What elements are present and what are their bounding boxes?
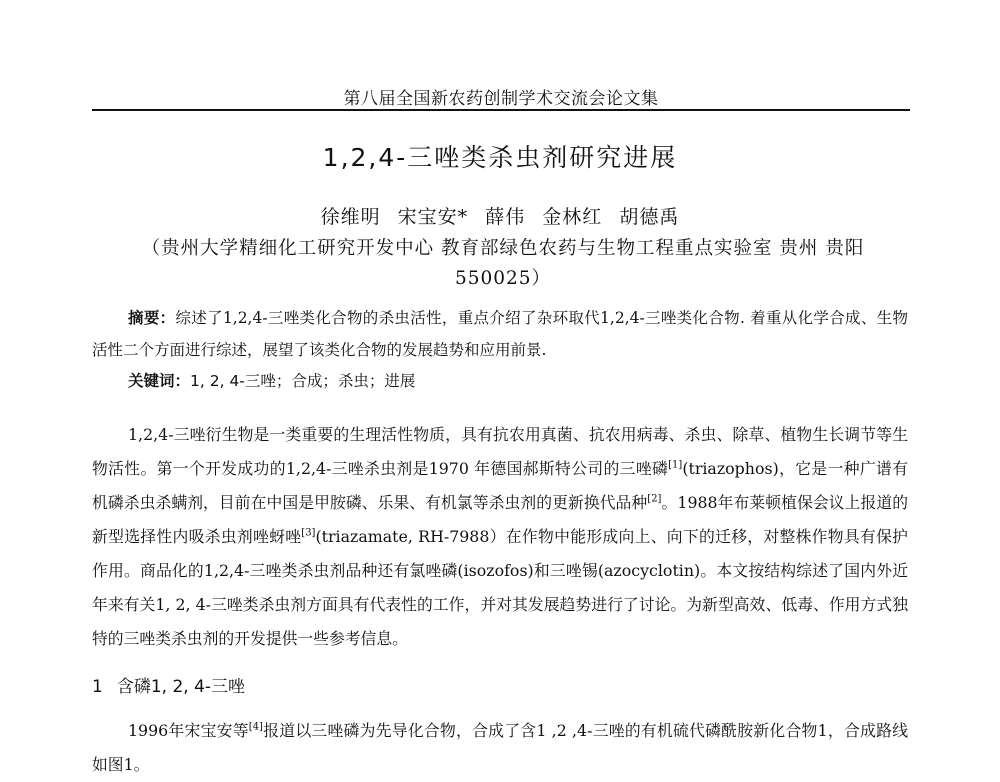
keywords xyxy=(128,369,415,391)
citation-ref: [4] xyxy=(248,721,263,733)
intro-text: 1,2,4-三唑衍生物是一类重要的生理活性物质，具有抗农用真菌、抗农用病毒、杀虫、除草、植物生长调节等生物活性。第一个开发成功的1,2,4-三唑杀虫剂是1970 年德国郝斯特公司的三唑磷 xyxy=(92,425,908,478)
author: 徐维明 xyxy=(320,206,381,228)
section-number: 1 xyxy=(92,677,103,697)
author-list xyxy=(0,202,1000,229)
header-rule xyxy=(92,109,910,111)
section1-text: 1996年宋宝安等 xyxy=(128,721,249,740)
citation-ref: [3] xyxy=(301,527,316,539)
intro-text: (triazamate, RH-7988）在作物中能形成向上、向下的迁移，对整株作物具有保护作用。商品化的1,2,4-三唑类杀虫剂品种还有氯唑磷(isozofos)和三唑锡(azocyclotin)。本文按结构综述了国内外近年来有关1, 2, 4-三唑类杀虫剂方面具有代表性的工作，并对其发展趋势进行了讨论。为新型高效、低毒、作用方式独特的三唑类杀虫剂的开发提供一些参考信息。 xyxy=(92,527,908,648)
author: 宋宝安* xyxy=(397,206,469,228)
affiliation: （贵州大学精细化工研究开发中心 教育部绿色农药与生物工程重点实验室 贵州 贵阳 550025） xyxy=(141,238,865,289)
abstract-label: 摘要： xyxy=(128,308,176,327)
section1-paragraph xyxy=(92,714,908,782)
intro-text: 。1988年布莱顿植保会议上报道的新型选择性内吸杀虫剂唑蚜唑 xyxy=(92,493,908,546)
keywords-label: 关键词： xyxy=(128,372,191,390)
running-head: 第八届全国新农药创制学术交流会论文集 xyxy=(343,89,659,109)
abstract-text: 综述了1,2,4-三唑类化合物的杀虫活性，重点介绍了杂环取代1,2,4-三唑类化合物. 着重从化学合成、生物活性二个方面进行综述，展望了该类化合物的发展趋势和应用前景. xyxy=(92,309,908,359)
citation-ref: [1] xyxy=(668,459,683,471)
section-title: 含磷1, 2, 4-三唑 xyxy=(116,677,246,697)
author: 薛伟 xyxy=(485,206,526,228)
author: 金林红 xyxy=(542,206,603,228)
author: 胡德禹 xyxy=(619,206,680,228)
abstract xyxy=(92,302,908,366)
intro-paragraph xyxy=(92,418,908,656)
paper-title: 1,2,4-三唑类杀虫剂研究进展 xyxy=(322,143,678,172)
keywords-text: 1, 2, 4-三唑；合成；杀虫；进展 xyxy=(190,372,416,390)
intro-text: (triazophos)，它是一种广谱有机磷杀虫杀螨剂，目前在中国是甲胺磷、乐果、有机氯等杀虫剂的更新换代品种 xyxy=(92,459,908,512)
citation-ref: [2] xyxy=(647,493,662,505)
section-heading xyxy=(92,672,245,697)
section1-text: 报道以三唑磷为先导化合物，合成了含1 ,2 ,4-三唑的有机硫代磷酰胺新化合物1，合成路线如图1。 xyxy=(92,721,908,774)
